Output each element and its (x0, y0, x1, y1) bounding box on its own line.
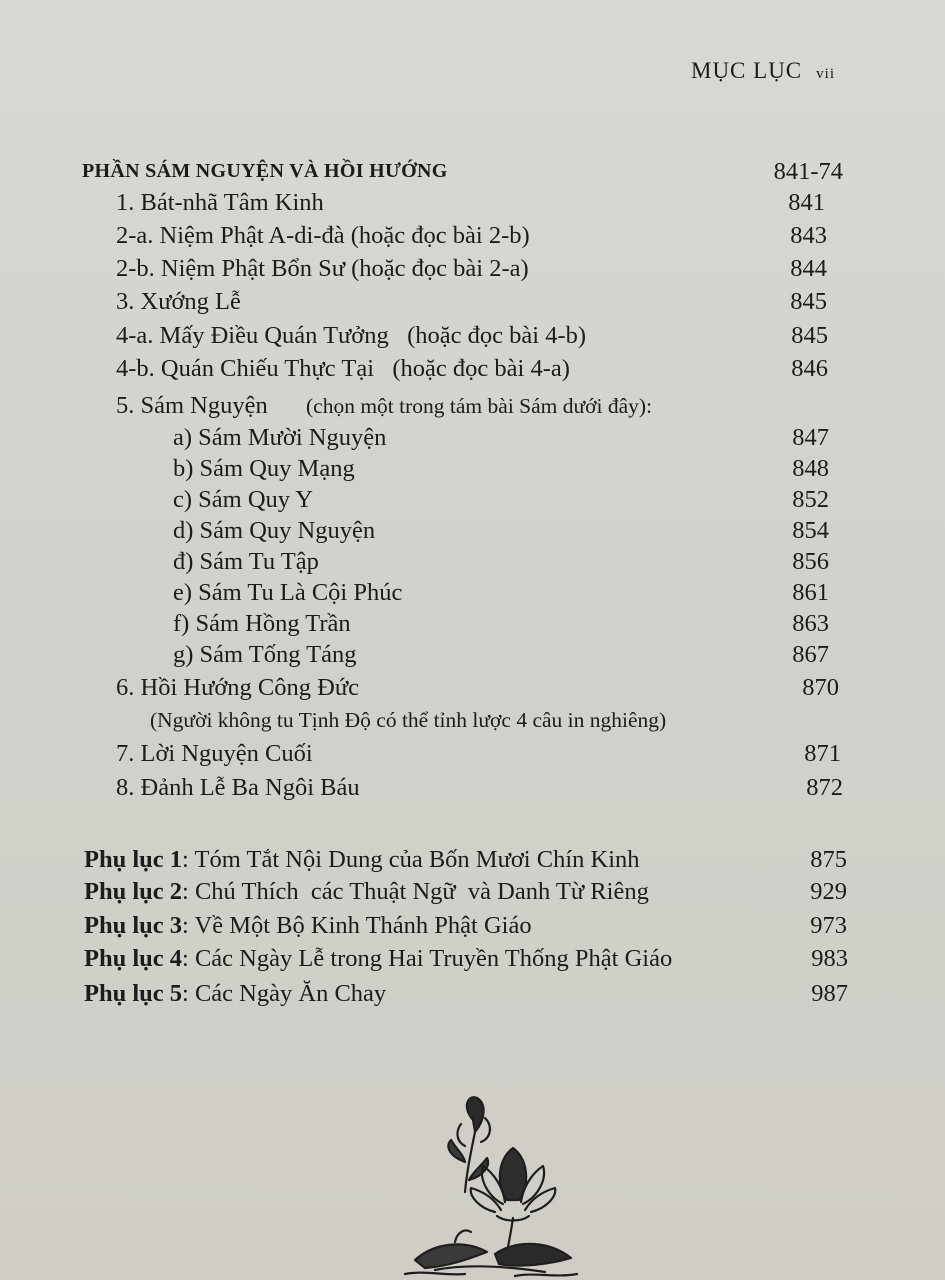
toc-entry-title: 2-a. Niệm Phật A-di-đà (hoặc đọc bài 2-b) (116, 222, 530, 249)
lotus-ornament-icon (395, 1092, 585, 1280)
toc-entry-title: 8. Đảnh Lễ Ba Ngôi Báu (116, 774, 360, 801)
toc-note-text: (Người không tu Tịnh Độ có thể tỉnh lược 4 câu in nghiêng) (150, 708, 667, 732)
toc-entry-page: 863 (792, 610, 829, 637)
toc-entry-page: 870 (802, 674, 839, 701)
toc-entry-title: 2-b. Niệm Phật Bổn Sư (hoặc đọc bài 2-a) (116, 255, 529, 282)
toc-entry-title: e) Sám Tu Là Cội Phúc (173, 579, 403, 606)
toc-entry-page: 871 (804, 740, 841, 767)
toc-entry-page: 852 (792, 486, 829, 513)
appendix-page: 973 (810, 912, 847, 939)
toc-entry-title: 3. Xướng Lễ (116, 288, 241, 315)
toc-entry-page: 854 (792, 517, 829, 544)
toc-entry-title: f) Sám Hồng Trần (173, 610, 351, 637)
toc-entry-title: 7. Lời Nguyện Cuối (116, 740, 313, 767)
toc-entry-page: 872 (806, 774, 843, 801)
toc-entry-page: 844 (790, 255, 827, 282)
toc-entry-title: 4-a. Mấy Điều Quán Tưởng (hoặc đọc bài 4-b) (116, 322, 587, 349)
appendix-title: : Các Ngày Ăn Chay (182, 980, 387, 1007)
toc-entry-title: 6. Hồi Hướng Công Đức (116, 674, 359, 701)
toc-entry-title: 1. Bát-nhã Tâm Kinh (116, 189, 324, 216)
toc-entry-title: c) Sám Quy Y (173, 486, 313, 513)
toc-entry-page: 843 (790, 222, 827, 249)
running-header (691, 58, 835, 84)
toc-entry-title: 5. Sám Nguyện (116, 392, 268, 419)
toc-entry-title: 4-b. Quán Chiếu Thực Tại (hoặc đọc bài 4-a) (116, 355, 570, 382)
toc-entry-title: g) Sám Tống Táng (173, 641, 357, 668)
appendix-title: : Các Ngày Lễ trong Hai Truyền Thống Phật Giáo (182, 945, 673, 972)
appendix-label: Phụ lục 5 (84, 980, 183, 1007)
toc-entry-title: đ) Sám Tu Tập (173, 548, 319, 575)
toc-entry-note: (chọn một trong tám bài Sám dưới đây): (306, 394, 653, 418)
appendix-title: : Chú Thích các Thuật Ngữ và Danh Từ Riêng (182, 878, 649, 905)
section-pages: 841-74 (773, 158, 843, 185)
toc-entry-title: b) Sám Quy Mạng (173, 455, 355, 482)
toc-entry-page: 845 (791, 322, 828, 349)
toc-entry-page: 845 (790, 288, 827, 315)
toc-entry-page: 846 (791, 355, 828, 382)
toc-entry-page: 867 (792, 641, 829, 668)
appendix-label: Phụ lục 1 (84, 846, 183, 873)
appendix-page: 929 (810, 878, 847, 905)
appendix-title: : Tóm Tắt Nội Dung của Bốn Mươi Chín Kinh (182, 846, 640, 873)
header-title: MỤC LỤC (691, 58, 803, 83)
toc-entry-page: 856 (792, 548, 829, 575)
appendix-label: Phụ lục 4 (84, 945, 183, 972)
toc-entry-page: 861 (792, 579, 829, 606)
appendix-title: : Về Một Bộ Kinh Thánh Phật Giáo (182, 912, 532, 939)
appendix-page: 987 (811, 980, 848, 1007)
toc-entry-page: 847 (792, 424, 829, 451)
appendix-label: Phụ lục 2 (84, 878, 183, 905)
toc-entry-page: 841 (788, 189, 825, 216)
header-page-number: vii (816, 66, 835, 82)
toc-entry-title: d) Sám Quy Nguyện (173, 517, 376, 544)
appendix-page: 875 (810, 846, 847, 873)
toc-entry-page: 848 (792, 455, 829, 482)
appendix-label: Phụ lục 3 (84, 912, 183, 939)
toc-entry-title: a) Sám Mười Nguyện (173, 424, 387, 451)
appendix-page: 983 (811, 945, 848, 972)
section-title: PHẦN SÁM NGUYỆN VÀ HỒI HƯỚNG (82, 160, 448, 182)
